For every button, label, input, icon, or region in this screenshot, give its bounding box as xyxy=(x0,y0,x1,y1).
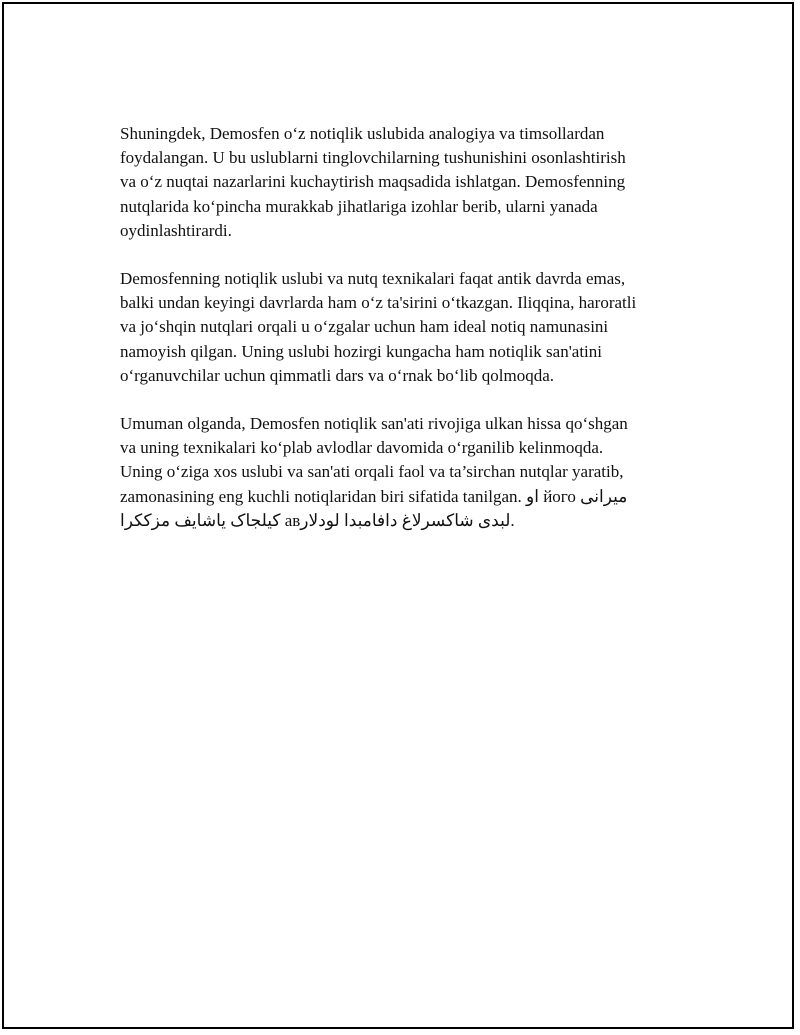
paragraph-1: Shuningdek, Demosfen oʻz notiqlik uslubida analogiya va timsollardan foydalangan. U bu uslublarni tinglovchilarning tushunishini osonlashtirish va oʻz nuqtai nazarlarini kuchaytirish maqsadida ishlatgan. Demosfenning nutqlarida koʻpincha murakkab jihatlariga izohlar berib, ularni yanada oydinlashtirardi. xyxy=(120,124,626,240)
paragraph-2: Demosfenning notiqlik uslubi va nutq texnikalari faqat antik davrda emas, balki undan keyingi davrlarda ham oʻz ta'sirini oʻtkazgan. Iliqqina, haroratli va joʻshqin nutqlari orqali u oʻzgalar uchun ham ideal notiq namunasini namoyish qilgan. Uning uslubi hozirgi kungacha ham notiqlik san'atini oʻrganuvchilar uchun qimmatli dars va oʻrnak boʻlib qolmoqda. xyxy=(120,269,637,385)
document-page xyxy=(2,2,794,1029)
paragraph-3: Umuman olganda, Demosfen notiqlik san'ati rivojiga ulkan hissa qoʻshgan va uning texnikalari koʻplab avlodlar davomida oʻrganilib kelinmoqda. Uning oʻziga xos uslubi va san'ati orqali faol va ta’sirchan nutqlar yaratib, zamonasining eng kuchli notiqlaridan biri sifatida tanilgan. او його ميرانى کیلجاک یاشایف مزککرا авلبدی شاکسرلاغ دافامبدا لودلار. xyxy=(120,414,628,530)
document-body xyxy=(120,122,670,557)
